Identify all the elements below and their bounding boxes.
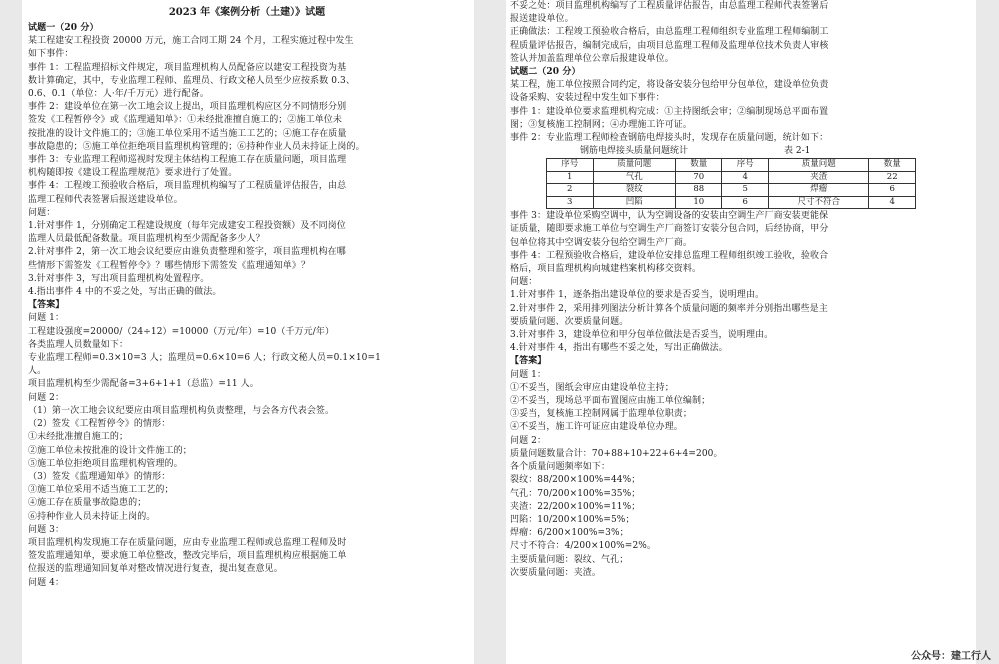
right-text-line: 格后，项目监理机构向城建档案机构移交资料。 (510, 264, 702, 275)
right-text-line: 事件 4：工程预验收合格后，建设单位安排总监理工程师组织竣工验收，验收合 (510, 250, 829, 261)
left-text-line: 试题一（20 分） (28, 23, 99, 33)
table-cell: 尺寸不符合 (769, 196, 869, 209)
left-text-line: ⑤施工单位拒绝项目监理机构管理的。 (28, 458, 183, 469)
right-text-line: 签认并加盖监理单位公章后报建设单位。 (510, 53, 674, 64)
left-text-line: 机构随即按《建设工程监理规范》要求进行了处置。 (28, 168, 238, 179)
document-page-right (506, 0, 976, 664)
right-text-line: ①不妥当，图纸会审应由建设单位主持； (510, 382, 674, 393)
table-cell: 6 (722, 196, 769, 209)
left-text-line: 问题： (28, 207, 56, 218)
table-caption: 钢筋电焊接头质量问题统计 (580, 146, 689, 157)
left-text-line: （3）签发《监理通知单》的情形： (28, 471, 171, 482)
table-cell: 夹渣 (769, 171, 869, 184)
table-cell: 10 (675, 196, 722, 209)
table-row (547, 196, 916, 209)
right-text-line: 焊瘤：6/200×100%=3%； (510, 528, 629, 539)
left-text-line: 人。 (28, 366, 47, 377)
left-text-line: 各类监理人员数量如下： (28, 339, 129, 350)
left-text-line: 事故隐患的；⑤施工单位拒绝项目监理机构管理的；⑥持种作业人员未持证上岗的。 (28, 141, 365, 152)
table-number: 表 2-1 (784, 146, 811, 157)
left-text-line: （1）第一次工地会议纪要应由项目监理机构负责整理，与会各方代表会签。 (28, 405, 335, 416)
right-text-line: 要质量问题、次要质量问题。 (510, 316, 629, 327)
table-header-row (547, 159, 916, 172)
right-text-line: 设备采购、安装过程中发生如下事件： (510, 93, 665, 104)
right-text-line: 试题二（20 分） (510, 67, 581, 78)
left-text-line: 事件 4：工程竣工预验收合格后，项目监理机构编写了工程质量评估报告，由总 (28, 181, 347, 192)
left-text-line: 些情形下需签发《工程暂停令》？哪些情形下需签发《监理通知单》？ (28, 260, 311, 271)
watermark-label: 公众号：建工行人 (911, 651, 991, 662)
table-header-cell: 序号 (722, 159, 769, 172)
table-cell: 气孔 (593, 171, 675, 184)
left-text-line: 工程建设强度=20000/（24÷12）=10000（万元/年）=10（千万元/年） (28, 326, 335, 337)
left-text-line: 4.指出事件 4 中的不妥之处，写出正确的做法。 (28, 287, 222, 298)
left-text-line: 问题 3： (28, 524, 65, 535)
table-cell: 2 (547, 184, 594, 197)
right-text-line: 凹陷：10/200×100%=5%； (510, 514, 635, 525)
table-row (547, 184, 916, 197)
left-text-line: 签发监理通知单，要求施工单位整改，整改完毕后，项目监理机构应根据施工单 (28, 551, 347, 562)
table-header-cell: 序号 (547, 159, 594, 172)
left-text-line: 签发《工程暂停令》或《监理通知单》：①未经批准擅自施工的；②施工单位未 (28, 115, 343, 126)
right-text-line: 夹渣：22/200×100%=11%； (510, 501, 641, 512)
left-text-line: 项目监理机构至少需配备=3+6+1+1（总监）=11 人。 (28, 379, 259, 390)
right-text-line: 问题 2： (510, 435, 547, 446)
right-text-line: 2.针对事件 2，采用排列图法分析计算各个质量问题的频率并分别指出哪些是主 (510, 303, 828, 314)
left-text-line: 事件 1：工程监理招标文件规定，项目监理机构人员配备应以建安工程投资为基 (28, 62, 347, 73)
table-header-cell: 数量 (675, 159, 722, 172)
table-cell: 6 (869, 184, 916, 197)
right-text-line: 包单位将其中空调安装分包给空调生产厂商。 (510, 237, 693, 248)
right-text-line: 事件 2：专业监理工程师检查钢筋电焊接头时，发现存在质量问题，统计如下： (510, 133, 829, 144)
table-caption-row (510, 145, 968, 158)
right-text-line: ②不妥当，现场总平面布置图应由施工单位编制； (510, 396, 711, 407)
right-text-line: 报送建设单位。 (510, 14, 574, 25)
right-text-block-bottom (510, 210, 968, 580)
right-text-line: 3.针对事件 3，建设单位和甲分包单位做法是否妥当，说明理由。 (510, 330, 774, 341)
left-text-line: ⑥持种作业人员未持证上岗的。 (28, 511, 156, 522)
left-text-line: ④施工存在质量事故隐患的； (28, 498, 147, 509)
left-text-line: 1.针对事件 1，分别确定工程建设规度（每年完成建安工程投资额）及不同岗位 (28, 221, 346, 232)
table-header-cell: 数量 (869, 159, 916, 172)
right-text-block-top (510, 0, 968, 145)
right-text-line: 事件 3：建设单位采购空调中，认为空调设备的安装由空调生产厂商安装更能保 (510, 211, 829, 222)
left-text-line: 项目监理机构发现施工存在质量问题，应由专业监理工程师或总监理工程师及时 (28, 537, 347, 548)
left-text-line: 数计算确定，其中，专业监理工程师、监理员、行政文秘人员至少应按系数 0.3、 (28, 75, 355, 86)
left-text-line: 位报送的监理通知回复单对整改情况进行复查，提出复查意见。 (28, 564, 283, 575)
right-text-line: 不妥之处：项目监理机构编写了工程质量评估报告，由总监理工程师代表签署后 (510, 1, 829, 11)
table-cell: 70 (675, 171, 722, 184)
right-text-line: 问题 1： (510, 369, 547, 380)
left-text-line: ①未经批准擅自施工的； (28, 432, 129, 443)
table-cell: 凹陷 (593, 196, 675, 209)
right-text-line: 气孔：70/200×100%=35%； (510, 488, 641, 499)
table-row (547, 171, 916, 184)
right-text-line: 程质量评估报告，编制完成后，由项目总监理工程师及监理单位技术负责人审核 (510, 40, 829, 51)
right-text-line: 证质量，随即要求施工单位与空调生产厂商签订安装分包合同，后经协商，甲分 (510, 224, 829, 235)
right-text-line: 主要质量问题：裂纹、气孔； (510, 554, 629, 565)
right-text-line: 某工程，施工单位按照合同约定，将设备安装分包给甲分包单位，建设单位负责 (510, 80, 829, 91)
right-text-line: 1.针对事件 1，逐条指出建设单位的要求是否妥当，说明理由。 (510, 290, 765, 301)
left-text-line: 2.针对事件 2，第一次工地会议纪要应由谁负责整理和签字，项目监理机构在哪 (28, 247, 346, 258)
left-text-line: 如下事件： (28, 49, 74, 60)
right-text-line: 质量问题数量合计：70+88+10+22+6+4=200。 (510, 448, 723, 459)
left-text-line: 监理工程师代表签署后报送建设单位。 (28, 194, 183, 205)
left-text-line: ②施工单位未按批准的设计文件施工的； (28, 445, 192, 456)
left-text-line: 监理人员最低配备数量。项目监理机构至少需配备多少人？ (28, 234, 265, 245)
table-cell: 5 (722, 184, 769, 197)
right-text-line: 裂纹：88/200×100%=44%； (510, 475, 641, 486)
left-text-line: 【答案】 (28, 300, 65, 311)
right-text-line: 次要质量问题：夹渣。 (510, 567, 602, 578)
right-text-line: 【答案】 (510, 356, 547, 367)
left-text-line: 专业监理工程师=0.3×10=3 人；监理员=0.6×10=6 人；行政文秘人员=0.1×10=1 (28, 353, 381, 364)
table-cell: 1 (547, 171, 594, 184)
right-text-line: ④不妥当，施工许可证应由建设单位办理。 (510, 422, 683, 433)
right-text-line: 4.针对事件 4，指出有哪些不妥之处，写出正确做法。 (510, 343, 728, 354)
left-text-line: 0.6、0.1（单位：人·年/千万元）进行配备。 (28, 89, 209, 100)
weld-defects-table (546, 158, 916, 209)
left-text-line: 某工程建安工程投资 20000 万元，施工合同工期 24 个月，工程实施过程中发生 (28, 36, 354, 47)
left-text-line: 事件 2：建设单位在第一次工地会议上提出，项目监理机构应区分不同情形分别 (28, 102, 347, 113)
table-cell: 焊瘤 (769, 184, 869, 197)
left-text-line: （2）签发《工程暂停令》的情形： (28, 419, 171, 430)
table-header-cell: 质量问题 (593, 159, 675, 172)
left-text-line: 问题 4： (28, 577, 65, 588)
left-text-line: 按批准的设计文件施工的；③施工单位采用不适当施工工艺的；④施工存在质量 (28, 128, 347, 139)
document-title: 2023 年《案例分析（土建）》试题 (168, 7, 326, 18)
left-text-line: 3.针对事件 3，写出项目监理机构处置程序。 (28, 273, 210, 284)
table-cell: 4 (869, 196, 916, 209)
right-text-line: 事件 1：建设单位要求监理机构完成：①主持图纸会审；②编制现场总平面布置 (510, 106, 829, 117)
left-text-line: 问题 1： (28, 313, 65, 324)
right-text-line: 问题： (510, 277, 538, 288)
table-cell: 4 (722, 171, 769, 184)
left-text-block (28, 22, 466, 590)
right-text-line: 尺寸不符合：4/200×100%=2%。 (510, 541, 657, 552)
table-body (547, 171, 916, 209)
table-cell: 裂纹 (593, 184, 675, 197)
right-text-line: 正确做法：工程竣工预验收合格后，由总监理工程师组织专业监理工程师编制工 (510, 27, 829, 38)
document-page-left (22, 0, 474, 664)
left-text-line: 事件 3：专业监理工程师巡视时发现主体结构工程施工存在质量问题，项目监理 (28, 155, 347, 166)
left-text-line: 问题 2： (28, 392, 65, 403)
right-text-line: 图；③复核施工控制网；④办理施工许可证。 (510, 119, 693, 130)
table-cell: 3 (547, 196, 594, 209)
table-cell: 22 (869, 171, 916, 184)
right-text-line: ③妥当，复核施工控制网属于监理单位职责； (510, 409, 693, 420)
right-text-line: 各个质量问题频率如下： (510, 462, 611, 473)
table-cell: 88 (675, 184, 722, 197)
table-header-cell: 质量问题 (769, 159, 869, 172)
left-text-line: ③施工单位采用不适当施工工艺的； (28, 485, 174, 496)
